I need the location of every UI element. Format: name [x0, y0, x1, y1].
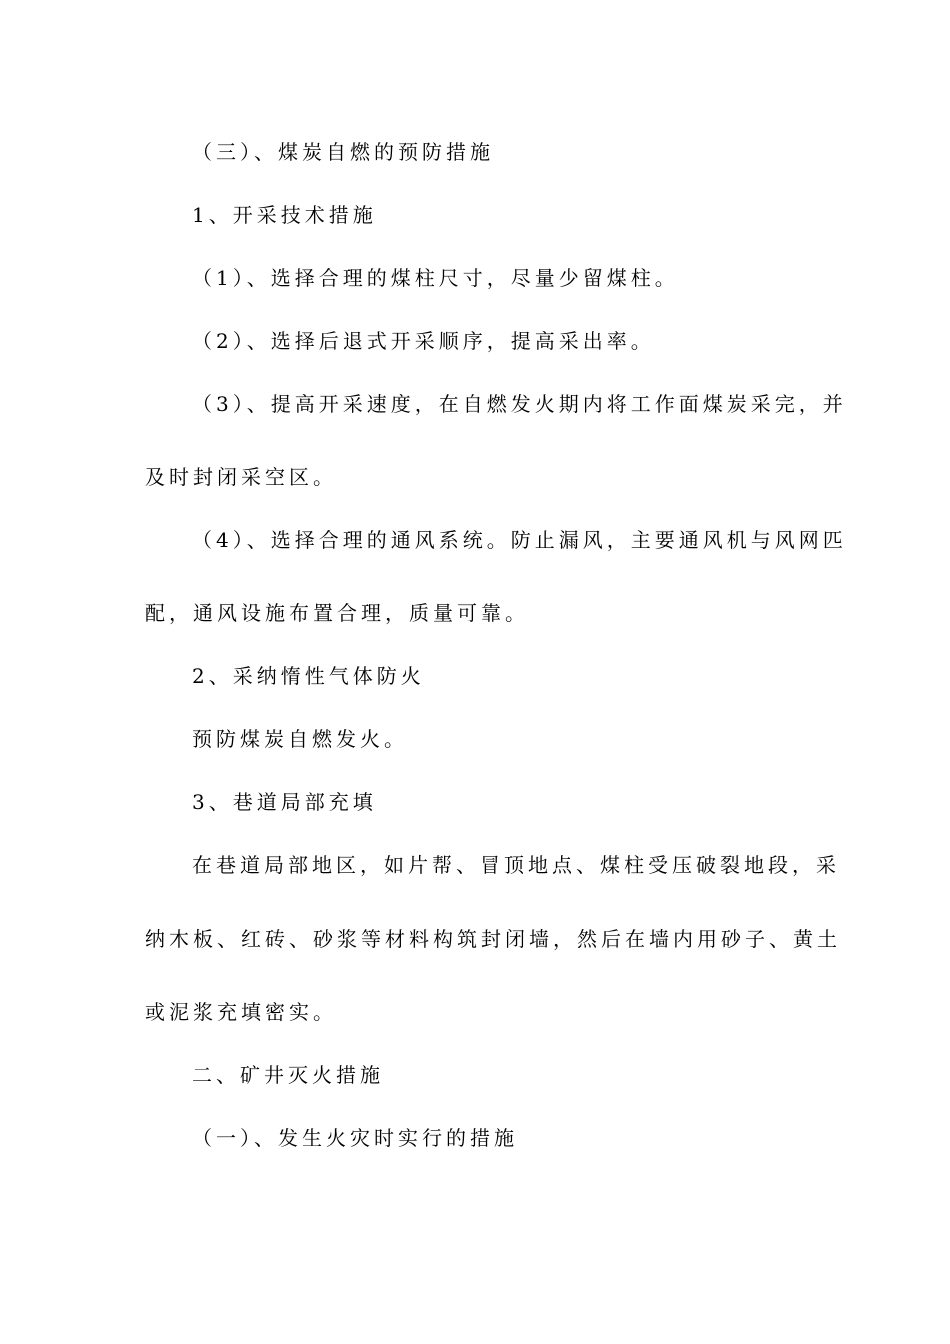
- paragraph-line: 或泥浆充填密实。: [145, 1000, 337, 1024]
- paragraph-line: （4）、选择合理的通风系统。防止漏风，主要通风机与风网匹: [192, 528, 847, 552]
- paragraph-line: 预防煤炭自燃发火。: [192, 727, 408, 751]
- paragraph-line: 在巷道局部地区，如片帮、冒顶地点、煤柱受压破裂地段，采: [192, 853, 840, 877]
- subsection-heading: 3、巷道局部充填: [192, 790, 377, 814]
- paragraph-line: 纳木板、红砖、砂浆等材料构筑封闭墙，然后在墙内用砂子、黄土: [145, 927, 841, 951]
- paragraph-line: （3）、提高开采速度，在自燃发火期内将工作面煤炭采完，并: [192, 392, 847, 416]
- paragraph-line: 配，通风设施布置合理，质量可靠。: [145, 601, 529, 625]
- subsection-heading: 1、开采技术措施: [192, 203, 377, 227]
- subsection-heading: 2、采纳惰性气体防火: [192, 664, 425, 688]
- paragraph-line: 及时封闭采空区。: [145, 465, 337, 489]
- paragraph-line: （2）、选择后退式开采顺序，提高采出率。: [192, 329, 655, 353]
- paragraph-line: （1）、选择合理的煤柱尺寸，尽量少留煤柱。: [192, 266, 679, 290]
- section-heading: 二、矿井灭火措施: [192, 1063, 384, 1087]
- section-heading: （三）、煤炭自燃的预防措施: [192, 140, 494, 164]
- subsection-heading: （一）、发生火灾时实行的措施: [192, 1126, 518, 1150]
